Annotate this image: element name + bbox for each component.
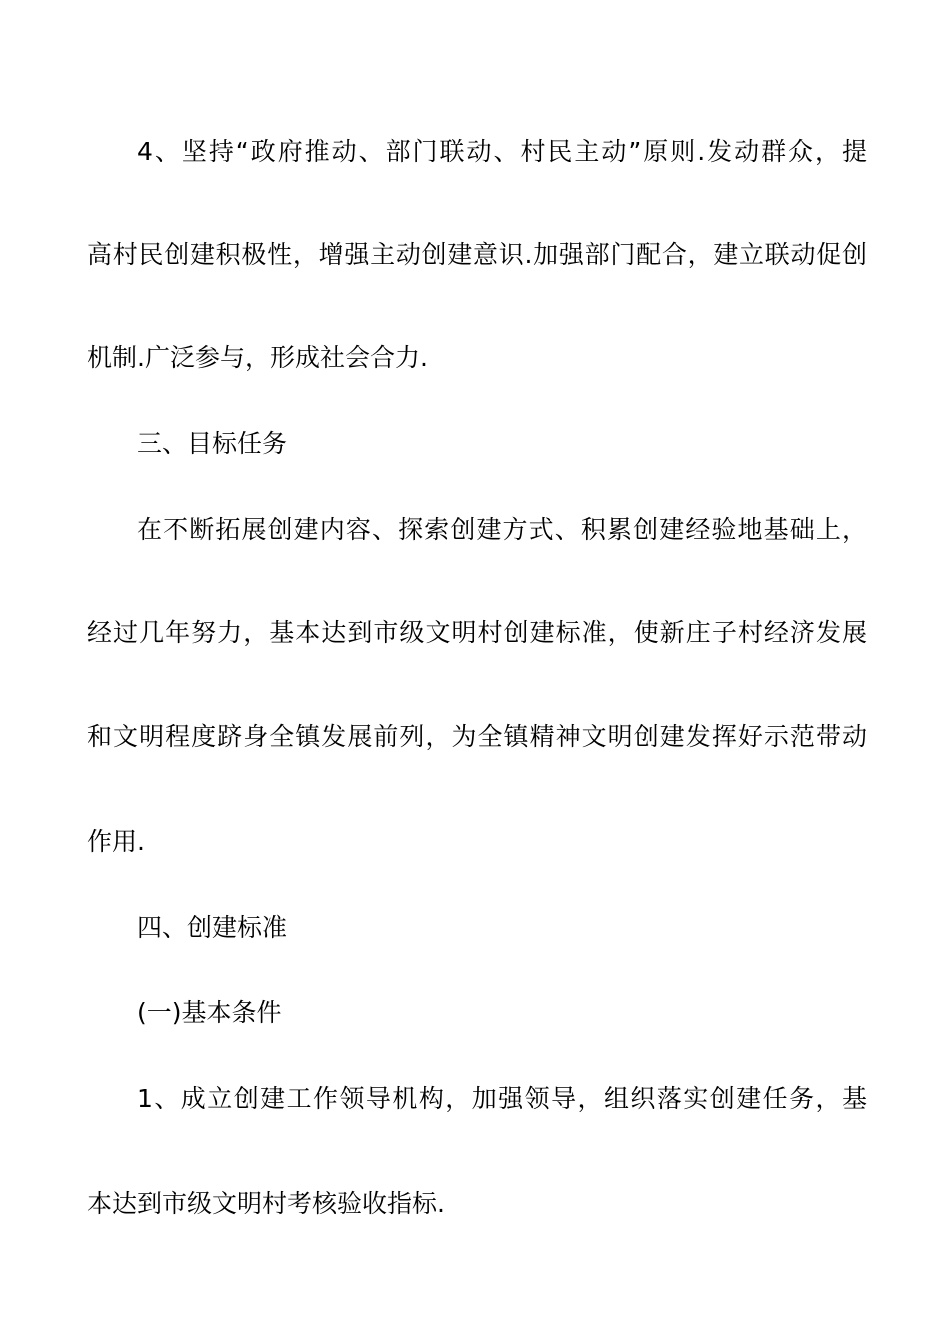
paragraph-line: 在不断拓展创建内容、探索创建方式、积累创建经验地基础上， [137,515,867,544]
paragraph-line: 4、坚持“政府推动、部门联动、村民主动”原则.发动群众，提 [137,137,867,166]
section-heading: 四、创建标准 [137,913,288,942]
section-heading: 三、目标任务 [137,429,288,458]
paragraph-line: 本达到市级文明村考核验收指标. [87,1189,445,1218]
subsection-heading: (一)基本条件 [137,998,282,1027]
paragraph-line: 机制.广泛参与，形成社会合力. [87,343,428,372]
paragraph-line: 1、成立创建工作领导机构，加强领导，组织落实创建任务，基 [137,1084,867,1113]
paragraph-line: 作用. [87,827,145,856]
paragraph-line: 和文明程度跻身全镇发展前列，为全镇精神文明创建发挥好示范带动 [87,722,867,751]
paragraph-line: 高村民创建积极性，增强主动创建意识.加强部门配合，建立联动促创 [87,240,867,269]
paragraph-line: 经过几年努力，基本达到市级文明村创建标准，使新庄子村经济发展 [87,618,867,647]
